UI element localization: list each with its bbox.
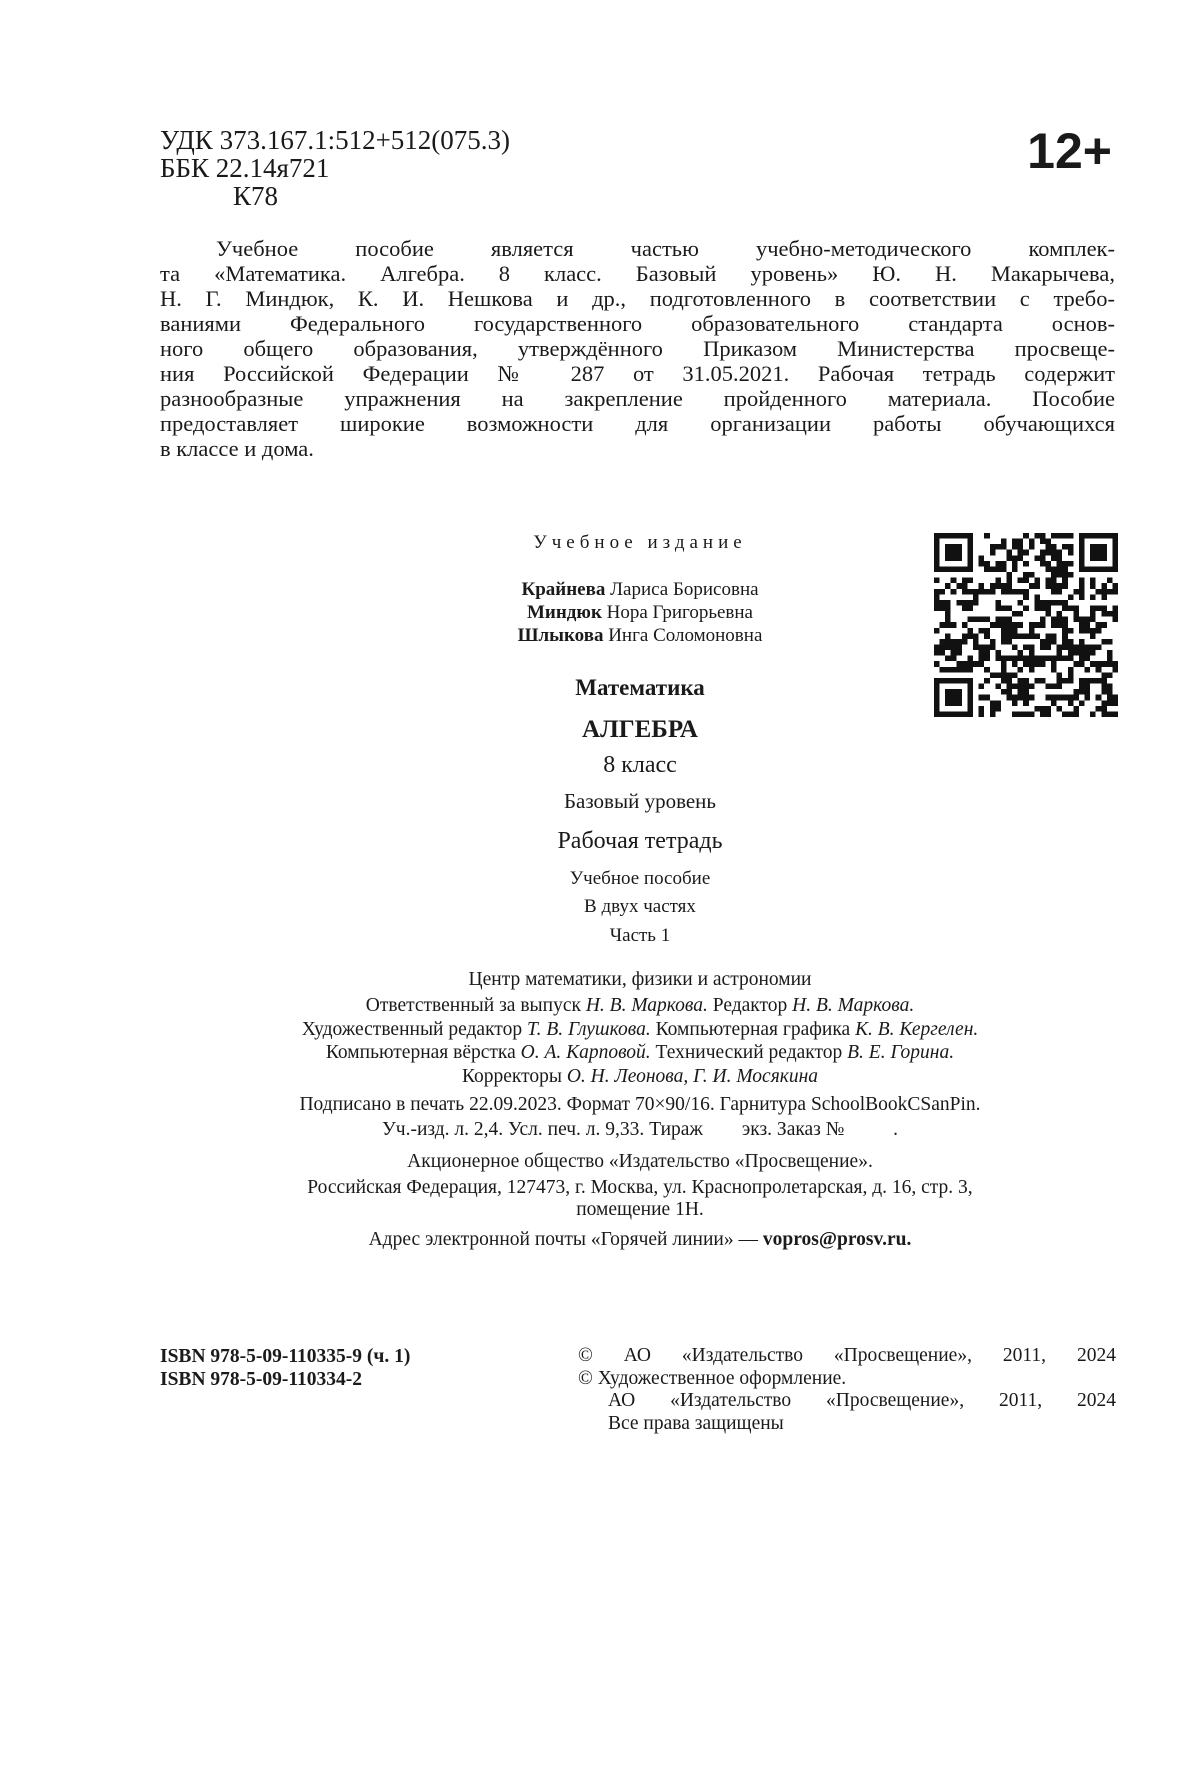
isbn-part: ISBN 978-5-09-110335-9 (ч. 1) xyxy=(160,1346,411,1367)
credit-role: Технический редактор xyxy=(650,1042,848,1063)
author-name: Нора Григорьевна xyxy=(606,602,753,623)
annotation-line: ного общего образования, утверждённого Приказом Министерства просвеще- xyxy=(160,336,1115,361)
author-name: Инга Соломоновна xyxy=(608,625,763,646)
bbk-code: ББК 22.14я721 xyxy=(160,153,330,183)
credit-line xyxy=(140,1042,1140,1064)
author-name: Лариса Борисовна xyxy=(610,579,759,600)
book-kind: Рабочая тетрадь xyxy=(557,828,723,854)
book-part: Часть 1 xyxy=(609,925,671,946)
imprint-credits xyxy=(140,0,1140,1260)
isbn-block xyxy=(160,1345,410,1391)
publisher-address: Российская Федерация, 127473, г. Москва, ул. Краснопролетарская, д. 16, стр. 3, xyxy=(307,1177,973,1198)
credit-person: Т. В. Глушкова. xyxy=(526,1019,651,1040)
print-info: Подписано в печать 22.09.2023. Формат 70×90/16. Гарнитура SchoolBookCSanPin. xyxy=(299,1094,981,1115)
credit-person: О. А. Карповой. xyxy=(520,1042,651,1063)
copyright-line: © Художественное оформление. xyxy=(578,1367,847,1389)
hotline-email-line xyxy=(140,1229,1140,1251)
credit-person: Н. В. Маркова. xyxy=(792,995,915,1016)
annotation-line: ния Российской Федерации № 287 от 31.05.2021. Рабочая тетрадь содержит xyxy=(160,361,1115,386)
credit-role: Компьютерная вёрстка xyxy=(325,1042,521,1063)
annotation-line: предоставляет широкие возможности для организации работы обучающихся xyxy=(160,411,1115,436)
annotation-line: разнообразные упражнения на закрепление пройденного материала. Пособие xyxy=(160,386,1115,411)
edition-type: Учебное издание xyxy=(533,532,747,553)
credit-person: В. Е. Горина. xyxy=(847,1042,955,1063)
rights-reserved: Все права защищены xyxy=(608,1412,784,1434)
credit-line xyxy=(140,995,1140,1017)
credit-role: Компьютерная графика xyxy=(650,1019,856,1040)
annotation-line: та «Математика. Алгебра. 8 класс. Базовый уровень» Ю. Н. Макарычева, xyxy=(160,261,1115,286)
book-type: Учебное пособие xyxy=(569,868,711,889)
credit-person: К. В. Кергелен. xyxy=(855,1019,979,1040)
annotation-line: Н. Г. Миндюк, К. И. Нешкова и др., подготовленного в соответствии с требо- xyxy=(160,286,1115,311)
credit-person: Н. В. Маркова. xyxy=(585,995,708,1016)
credit-line xyxy=(140,1019,1140,1041)
author-surname: Шлыкова xyxy=(517,625,604,646)
credit-role: Корректоры xyxy=(461,1066,567,1087)
credit-role: Художественный редактор xyxy=(301,1019,527,1040)
isbn-set: ISBN 978-5-09-110334-2 xyxy=(160,1369,363,1390)
author-surname: Крайнева xyxy=(521,579,606,600)
credit-line xyxy=(140,1066,1140,1088)
author-surname: Миндюк xyxy=(526,602,602,623)
subject-title: Математика xyxy=(575,675,705,700)
level: Базовый уровень xyxy=(564,789,716,813)
email-label: Адрес электронной почты «Горячей линии» — xyxy=(368,1229,763,1250)
credit-person: О. Н. Леонова, Г. И. Мосякина xyxy=(566,1066,819,1087)
publishing-center: Центр математики, физики и астрономии xyxy=(468,969,812,990)
book-parts: В двух частях xyxy=(584,896,696,917)
udk-code: УДК 373.167.1:512+512(075.3) xyxy=(160,125,511,155)
publisher-address-cont: помещение 1Н. xyxy=(576,1199,704,1220)
annotation-line: Учебное пособие является частью учебно-методического комплек- xyxy=(216,236,1115,261)
author-mark: К78 xyxy=(233,181,279,211)
credit-role: Ответственный за выпуск xyxy=(365,995,586,1016)
publisher-name: Акционерное общество «Издательство «Просвещение». xyxy=(407,1151,873,1172)
email-link[interactable]: vopros@prosv.ru. xyxy=(762,1229,912,1250)
print-run-info: Уч.-изд. л. 2,4. Усл. печ. л. 9,33. Тираж экз. Заказ № . xyxy=(381,1119,898,1140)
annotation-line: ваниями Федерального государственного образовательного стандарта основ- xyxy=(160,311,1115,336)
age-rating: 12+ xyxy=(1027,123,1112,179)
copyright-line: АО «Издательство «Просвещение», 2011, 2024 xyxy=(608,1390,1116,1411)
main-title: АЛГЕБРА xyxy=(582,716,698,743)
copyright-block xyxy=(578,1345,1116,1435)
annotation-line: в классе и дома. xyxy=(160,436,314,461)
copyright-line: © АО «Издательство «Просвещение», 2011, 2024 xyxy=(578,1345,1116,1366)
credit-role: Редактор xyxy=(707,995,793,1016)
grade: 8 класс xyxy=(603,752,677,778)
